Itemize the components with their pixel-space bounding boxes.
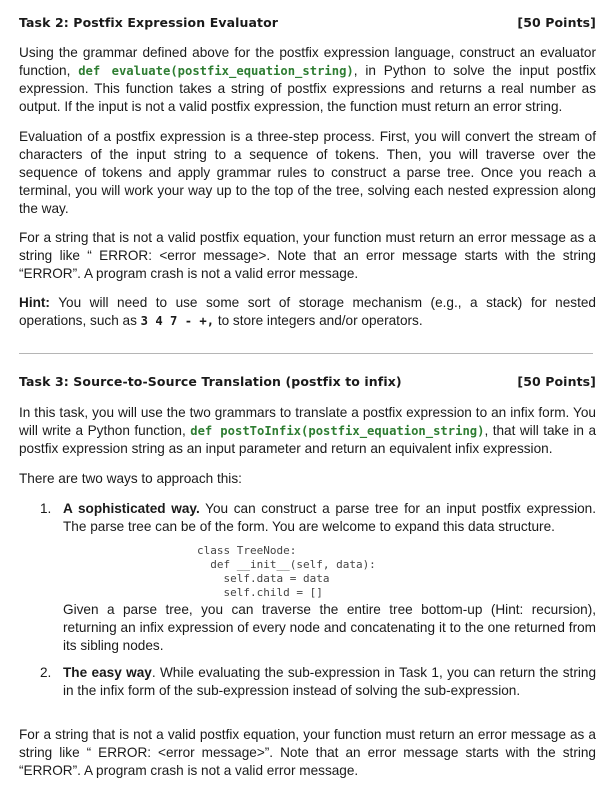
task2-paragraph-1 (19, 44, 596, 116)
task3-heading (19, 374, 596, 392)
list-item-body (63, 500, 596, 536)
task3-p1-text-b: , that will take in a postfix expression string as an input parameter and return an equivalent infix expression. (19, 423, 597, 456)
task3-paragraph-1 (19, 404, 596, 458)
task2-hint (19, 294, 596, 330)
task3-paragraph-3: For a string that is not a valid postfix equation, your function must return an error message as a string like “ ERROR: <error message>”. Note that an error message starts with the string “ERROR”. A program crash is not a valid error message. (19, 727, 596, 778)
section-divider (19, 353, 593, 354)
evaluate-function-signature: def evaluate(postfix_equation_string) (78, 64, 354, 78)
hint-example-expression: 3 4 7 - +, (140, 314, 215, 328)
list-item-number: 1. (40, 501, 52, 516)
task3-paragraph-2: There are two ways to approach this: (19, 471, 242, 486)
list-item-number: 2. (40, 665, 52, 680)
list-item-text: You can construct a parse tree for an input postfix expression. The parse tree can be of the form. You are welcome to expand this data structure. (63, 501, 596, 534)
task2-points: [50 Points] (517, 15, 596, 30)
hint-text-a: You will need to use some sort of storage mechanism (e.g., a stack) for nested operations, such as (19, 295, 596, 328)
task2-title: Task 2: Postfix Expression Evaluator (19, 15, 279, 30)
hint-text-b: to store integers and/or operators. (214, 313, 423, 328)
task2-paragraph-3: For a string that is not a valid postfix equation, your function must return an error message as a string like “ ERROR: <error message>. Note that an error message starts with the string “ERROR”. A program crash is not a valid error message. (19, 230, 596, 281)
list-item-text: . While evaluating the sub-expression in Task 1, you can return the string in the infix form of the sub-expression instead of solving the sub-expression. (63, 665, 596, 698)
task3-title: Task 3: Source-to-Source Translation (postfix to infix) (19, 374, 402, 389)
list-item-bold-lead: The easy way (63, 665, 152, 680)
task2-paragraph-2: Evaluation of a postfix expression is a three-step process. First, you will convert the stream of characters of the input string to a sequence of tokens. Then, you will traverse over the sequence of tokens and apply grammar rules to construct a parse tree. Once you reach a terminal, you will work your way up to the top of the tree, solving each nested expression along the way. (19, 129, 596, 216)
task3-points: [50 Points] (517, 374, 596, 389)
task2-heading (19, 15, 596, 33)
task2-p1-text-b: , in Python to solve the input postfix expression. This function takes a string of postfix expressions and returns a real number as output. If the input is not a valid postfix expression, the function must return an error string. (19, 63, 596, 114)
task3-p1-text-a: In this task, you will use the two grammars to translate a postfix expression to an infix form. You will write a Python function, (19, 405, 596, 438)
post-to-infix-function-signature: def postToInfix(postfix_equation_string) (190, 424, 485, 438)
list-item-body (63, 664, 596, 700)
list-item-continuation: Given a parse tree, you can traverse the entire tree bottom-up (Hint: recursion), returning an infix expression of every node and concatenating it to the one returned from its sibling nodes. (63, 602, 596, 653)
hint-label: Hint: (19, 295, 50, 310)
list-item-bold-lead: A sophisticated way. (63, 501, 200, 516)
task2-p1-text-a: Using the grammar defined above for the postfix expression language, construct an evaluator function, (19, 45, 596, 78)
tree-node-code-block: class TreeNode: def __init__(self, data): self.data = data self.child = [] (197, 544, 376, 599)
